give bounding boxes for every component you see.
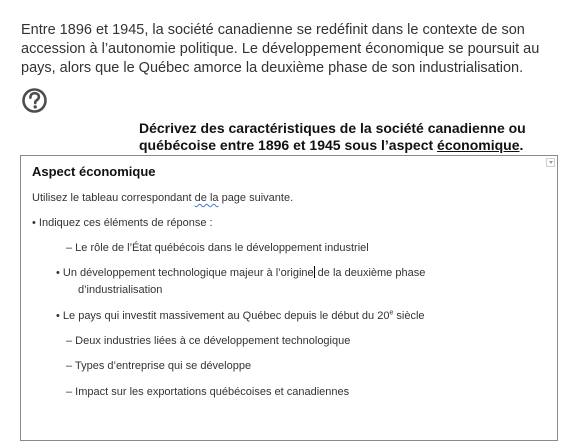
- list-item: [56, 266, 425, 281]
- intro-paragraph: Entre 1896 et 1945, la société canadienne se redéfinit dans le contexte de son accession à l’autonomie politique. Le développement économique se poursuit au pays, alors que le Québec amorce la deuxième phase de son industrialisation.: [21, 22, 540, 76]
- instruction-text: Utilisez le tableau correspondant: [32, 192, 195, 204]
- question-emphasis: économique: [437, 137, 520, 153]
- list-item-text: • Un développement technologique majeur à l’origine: [56, 267, 314, 279]
- list-item: – Le rôle de l’État québécois dans le développement industriel: [66, 242, 369, 254]
- list-item: • Indiquez ces éléments de réponse :: [32, 217, 213, 229]
- list-item: – Types d’entreprise qui se développe: [66, 360, 252, 372]
- list-item-text-end: de la deuxième phase: [314, 267, 426, 279]
- list-item-text: • Le pays qui investit massivement au Québec depuis le début du 20: [56, 310, 390, 322]
- list-item: – Deux industries liées à ce développement technologique: [66, 335, 351, 347]
- list-item-continuation: d’industrialisation: [78, 284, 163, 296]
- list-item: [56, 309, 425, 324]
- list-item: – Impact sur les exportations québécoises et canadiennes: [66, 386, 350, 398]
- list-item-text-end: siècle: [393, 310, 425, 322]
- question-text: Décrivez des caractéristiques de la société canadienne ou québécoise entre 1896 et 1945 sous l’aspect: [139, 120, 526, 153]
- answer-box-title: Aspect économique: [32, 164, 156, 179]
- question-mark-circle-icon[interactable]: [21, 87, 48, 114]
- instruction-text-end: page suivante.: [218, 192, 294, 204]
- question-prompt: [139, 120, 559, 154]
- instruction-line: [32, 191, 293, 206]
- answer-text-area[interactable]: [20, 155, 558, 441]
- superscript: e: [389, 309, 394, 317]
- spellcheck-flagged-word[interactable]: de la: [194, 192, 219, 204]
- expand-toggle-icon[interactable]: [546, 158, 555, 167]
- question-end: .: [519, 137, 524, 153]
